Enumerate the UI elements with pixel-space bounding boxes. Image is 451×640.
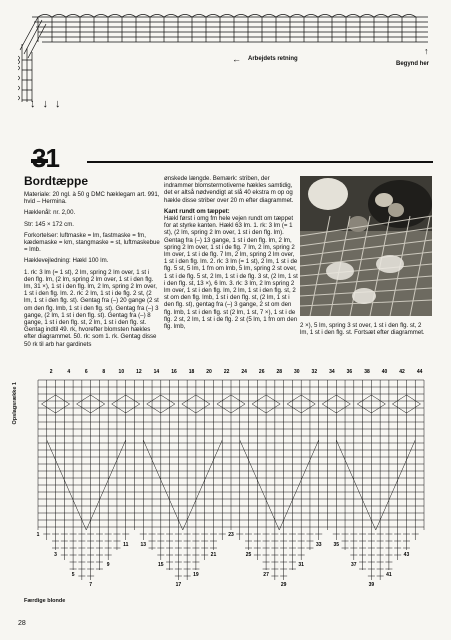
chart-row-number: 33	[315, 542, 322, 548]
chart-row-number: 1	[36, 532, 40, 538]
chart-column-number: 16	[171, 369, 177, 375]
chart-column-number: 44	[416, 369, 423, 375]
chart-row-number: 35	[333, 542, 340, 548]
chart-row-number: 27	[263, 572, 269, 578]
rows-text: 1. rk: 3 lm (= 1 st), 2 lm, spring 2 lm over, 1 st i den flg. lm, (2 lm, spring 2 lm over, 1 st i den flg. lm, 31 ×), 1 st i den flg. lm, 2 lm, spring 2 lm over, 1 st i den flg. lm. 2. rk: 2 lm, 1 st i de flg. 2 st, (2 lm, 1 st i den flg. st). Gentag fra (–) 20 gange (2 st om den flg. lmb, 1 st i den flg. st). Gentag fra (–) 3 gange, (2 lm, 1 st i den flg. st). Gentag fra (–) 8 gange, 1 st i den flg. st, 2 lm, 1 st i den flg. st. Gentag indtil 49. rk, hvorefter blomsten hækles efter diagrammet. 50. rk: som 1. rk. Gentag disse 50 rk til arb har gardinets	[24, 268, 159, 348]
chart-column-number: 32	[311, 369, 318, 375]
chart-row-number: 31	[298, 562, 304, 568]
chart-column-number: 42	[399, 369, 405, 375]
chart-row-number: 23	[228, 532, 234, 538]
chart-row-number: 25	[245, 552, 252, 558]
chart-row-number: 17	[175, 582, 182, 588]
chart-column-number: 12	[136, 369, 142, 375]
crochet-chart	[24, 366, 432, 618]
chart-column-number: 38	[364, 369, 370, 375]
title-rule	[87, 161, 433, 163]
instructions-column-2	[164, 175, 298, 334]
chart-row-number: 13	[140, 542, 147, 548]
continuation-text-2: 2 ×), 5 lm, spring 3 st over, 1 st i den flg. st, 2 lm, 1 st i den flg. st. Fortsæt efter diagrammet.	[300, 322, 425, 337]
continuation-text: ønskede længde. Bemærk: striben, der indrammer blomstermotiverne hækles samtidig, det er altså nødvendigt at slå 40 ekstra m op og hækle disse striber over 20 m efter diagrammet.	[164, 175, 294, 204]
chart-row-number: 3	[54, 552, 57, 558]
chart-column-number: 20	[206, 369, 212, 375]
direction-label: Arbejdets retning	[248, 56, 298, 62]
chart-column-number: 6	[84, 369, 88, 375]
chart-column-number: 30	[294, 369, 300, 375]
abbreviations-text: Forkortelser: luftmaske = lm, fastmaske = fm, kædemaske = km, stangmaske = st, luftmaskebue = lmb.	[24, 231, 160, 254]
left-arrow-icon: ←	[232, 54, 241, 64]
chart-row-number: 37	[351, 562, 357, 568]
chart-column-number: 24	[241, 369, 247, 375]
chart-column-number: 40	[381, 369, 388, 375]
tablecloth-photo	[300, 176, 432, 316]
chart-row-number: 21	[210, 552, 217, 558]
chart-row-number: 19	[193, 572, 199, 578]
page-number: 28	[18, 620, 26, 627]
chart-row-number: 9	[106, 562, 110, 568]
start-label: Begynd her	[396, 61, 430, 67]
chart-column-number: 28	[276, 369, 283, 375]
instructions-intro: Hæklevejledning: Hækl 100 lm.	[24, 257, 109, 265]
chart-row-number: 41	[386, 572, 392, 578]
page-title: Bordtæppe	[24, 174, 88, 188]
chart-column-number: 26	[258, 369, 265, 375]
lace-border-diagram	[18, 14, 430, 104]
chart-row-number: 11	[123, 542, 129, 548]
edge-text: Hækl først i omg fm hele vejen rundt om tæppet for at styrke kanten. Hækl 63 lm. 1. rk: 3 lm (= 1 st), (2 lm, spring 2 lm over, 1 st i den flg. lm). Gentag fra (–) 13 gange, 1 st i den flg. lm, 2 lm, spring 2 lm over, 1 st i de flg. 7 lm, 2 lm, spring 2 lm over, 1 st i de flg. 7 lm, 2 lm, spring 2 lm over, 1 st i den flg. lm. 2. rk: 3 lm (= 1 st), 2 lm, 1 st i de flg. 5 st, 5 lm, 1 fm om lmb, 5 lm, spring 2 st over, 1 st i de flg. 5 st, 2 lm, 1 st i de flg. 3 st, (2 lm, 1 st i den flg. st, 13 ×), 6 lm. 3. rk: 3 lm, 2 lm spring 2 lm over, 1 st i den flg. lm, 2 lm, 1 st i den flg. st, 2 st om den flg. lmb, 1 st i den flg. st, (2 lm, 1 st i den flg. st), gentag fra (–) 3 gange, 2 st om den flg. lmb, 1 st i den flg. st (2 lm, 1 st, 7 ×), 1 st i de flg. 2 st, 2 lm, 1 st i de flg. 2 st (5 lm, 1 fm om den flg. lmb,	[164, 215, 298, 331]
hook-text: Hæklenål: nr. 2,00.	[24, 209, 76, 217]
chart-column-number: 2	[49, 369, 53, 375]
chart-column-number: 34	[329, 369, 335, 375]
side-label: Opslagsrække 1	[12, 382, 18, 425]
chart-row-number: 15	[158, 562, 164, 568]
chart-row-number: 43	[403, 552, 410, 558]
chart-column-number: 10	[118, 369, 125, 375]
chart-column-number: 14	[153, 369, 160, 375]
chart-row-number: 5	[71, 572, 75, 578]
materials-text: Materiale: 20 ngl. à 50 g DMC hæklegarn art. 991, hvid – Hermina.	[24, 191, 160, 206]
chart-column-number: 18	[188, 369, 195, 375]
instructions-column-3	[300, 322, 430, 340]
up-arrow-icon: ↑	[424, 46, 429, 56]
chart-column-number: 4	[67, 369, 71, 375]
edge-heading: Kant rundt om tæppet:	[164, 207, 230, 215]
chart-row-number: 7	[89, 582, 93, 588]
chart-column-number: 22	[223, 369, 230, 375]
pattern-number: 31	[32, 143, 59, 173]
chart-row-number: 29	[280, 582, 287, 588]
instructions-column-1	[24, 191, 160, 352]
chart-column-number: 8	[102, 369, 106, 375]
chart-column-number: 36	[346, 369, 353, 375]
down-arrows-icon: ↓↓↓	[30, 98, 68, 110]
finished-edge-label: Færdige blonde	[24, 598, 66, 604]
chart-row-number: 39	[368, 582, 375, 588]
size-text: Str: 145 × 172 cm.	[24, 220, 74, 228]
